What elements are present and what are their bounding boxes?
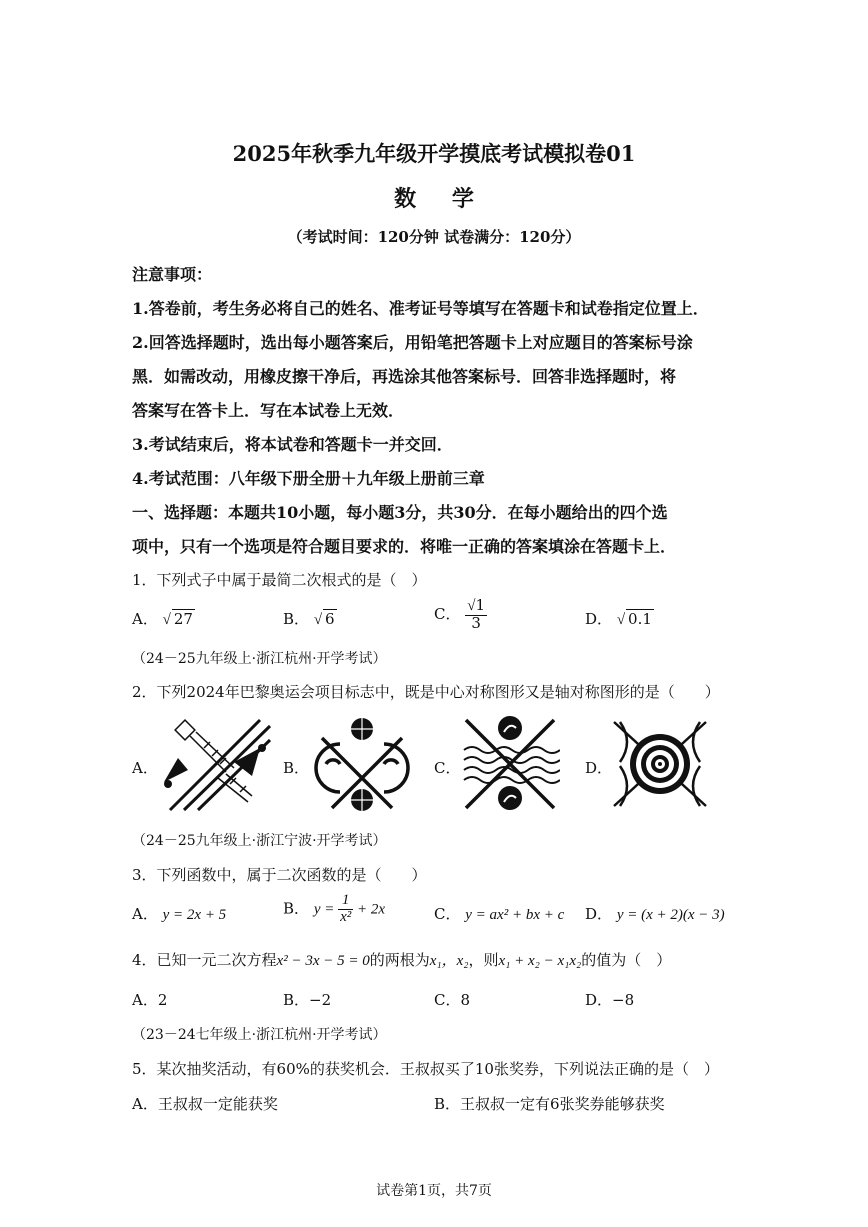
note-3: 3.考试结束后，将本试卷和答题卡一并交回． [132,435,453,454]
source-note-3: （23－24七年级上·浙江杭州·开学考试） [132,1027,387,1043]
q5-stem: 5．某次抽奖活动，有60%的获奖机会．王叔叔买了10张奖券，下列说法正确的是（ ） [132,1060,719,1078]
q3-option-c [434,903,564,924]
q3-option-d [585,903,725,924]
note-2-line-2: 黑．如需改动，用橡皮擦干净后，再选涂其他答案标号．回答非选择题时，将 [132,367,677,386]
q3-d-expr: y = (x + 2)(x − 3) [616,907,725,923]
q1-d-label: D． [585,610,613,628]
q3-d-label: D． [585,905,613,923]
q1-b-label: B． [283,610,310,628]
q4-option-a: A．2 [132,991,168,1009]
badminton-pictogram-icon [160,718,272,812]
q2-stem: 2．下列2024年巴黎奥运会项目标志中，既是中心对称图形又是轴对称图形的是（ ） [132,683,720,701]
section1-line-1: 一、选择题：本题共10小题，每小题3分，共30分．在每小题给出的四个选 [132,503,668,522]
q4-option-d: D．−8 [585,991,635,1009]
q3-b-den: x² [340,908,352,925]
q3-option-b [283,893,385,926]
q3-option-a [132,903,226,924]
q4-equation: x² − 3x − 5 = 0 [276,953,370,969]
sqrt-icon: √ [313,612,323,628]
q3-stem: 3．下列函数中，属于二次函数的是（ ） [132,866,427,884]
note-2-line-3: 答案写在答卡上．写在本试卷上无效． [132,401,405,420]
q1-option-d [585,608,654,629]
section1-line-2: 项中，只有一个选项是符合题目要求的．将唯一正确的答案填涂在答题卡上． [132,537,677,556]
q3-c-label: C． [434,905,461,923]
q2-b-label: B． [283,759,310,777]
q5-option-a: A．王叔叔一定能获奖 [132,1095,278,1113]
exam-info: （考试时间：120分钟 试卷满分：120分） [287,228,581,246]
q2-d-label: D． [585,759,613,777]
q4-option-b: B．−2 [283,991,332,1009]
q3-c-expr: y = ax² + bx + c [465,907,565,923]
q3-a-expr: y = 2x + 5 [162,907,227,923]
sqrt-icon: √ [162,612,171,628]
sqrt-icon: √ [616,612,626,628]
q1-stem: 1．下列式子中属于最简二次根式的是（ ） [132,571,427,589]
q3-b-post: + 2x [353,901,386,918]
q4-stem-mid: 的两根为 [369,951,430,969]
q3-b-num: 1 [338,893,353,910]
source-note-1: （24－25九年级上·浙江杭州·开学考试） [132,651,387,667]
q1-b-radicand: 6 [325,610,335,628]
q4-stem-pre: 4．已知一元二次方程 [132,951,277,969]
archery-pictogram-icon [608,716,712,812]
q3-a-label: A． [132,905,158,923]
q4-stem-mid2: ，则 [468,951,499,969]
page-footer: 试卷第1页，共7页 [376,1183,492,1199]
note-2-line-1: 2.回答选择题时，选出每小题答案后，用铅笔把答题卡上对应题目的答案标号涂 [132,333,693,352]
q1-c-label: C． [434,604,461,623]
source-note-2: （24－25九年级上·浙江宁波·开学考试） [132,833,387,849]
q4-roots: x₁，x₂ [429,953,469,969]
q3-b-label: B． [283,899,310,918]
q2-c-label: C． [434,759,461,777]
subject-title: 数 学 [394,186,488,212]
basketball-pictogram-icon [310,716,414,812]
q4-expression: x₁ + x₂ − x₁x₂ [498,953,582,969]
page-title: 2025年秋季九年级开学摸底考试模拟卷01 [232,141,636,166]
surfing-pictogram-icon [460,714,560,812]
q1-a-radicand: 27 [173,610,193,628]
q1-a-label: A． [132,610,158,628]
q3-b-pre: y = [313,901,339,918]
q5-option-b: B．王叔叔一定有6张奖券能够获奖 [434,1095,665,1113]
q1-option-a [132,608,195,629]
q1-c-num: 1 [475,596,486,614]
sqrt-icon: √ [467,598,476,614]
q4-stem [132,949,671,970]
notes-heading: 注意事项： [132,265,213,284]
q4-option-c: C．8 [434,991,471,1009]
note-1: 1.答卷前，考生务必将自己的姓名、准考证号等填写在答题卡和试卷指定位置上． [132,299,709,318]
note-4: 4.考试范围：八年级下册全册＋九年级上册前三章 [132,469,485,488]
q1-c-den: 3 [471,613,481,632]
q1-d-radicand: 0.1 [628,610,652,628]
q1-option-c [434,598,487,632]
q1-option-b [283,608,337,629]
q2-a-label: A． [132,759,158,777]
q4-stem-post: 的值为（ ） [581,951,672,969]
